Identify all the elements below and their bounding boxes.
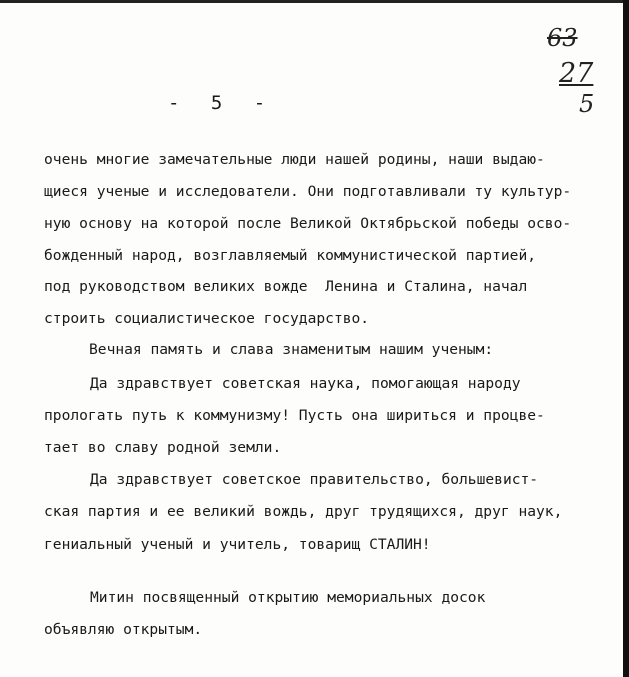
text-line: Да здравствует советская наука, помогающая народу	[90, 375, 521, 392]
text-line: под руководством великих вожде Ленина и Сталина, начал	[44, 278, 528, 295]
scan-edge-right	[623, 0, 629, 677]
text-line: очень многие замечательные люди нашей родины, наши выдаю-	[44, 151, 545, 168]
text-line: объявляю открытым.	[44, 621, 203, 638]
crossed-folio-number: 63	[547, 24, 578, 52]
text-line: прологать путь к коммунизму! Пусть она шириться и процве-	[44, 407, 545, 424]
text-line: Митин посвященный открытию мемориальных досок	[90, 589, 486, 606]
text-line: строить социалистическое государство.	[44, 310, 370, 327]
archive-folio-marks	[545, 22, 615, 132]
text-line: Да здравствует советское правительство, большевист-	[90, 471, 539, 488]
page-number: - 5 -	[168, 92, 276, 114]
text-line: Вечная память и слава знаменитым нашим ученым:	[89, 341, 494, 358]
text-line: ская партия и ее великий вождь, друг трудящихся, друг наук,	[44, 503, 563, 520]
folio-sub-number: 5	[579, 90, 595, 118]
text-line: тает во славу родной земли.	[44, 439, 282, 456]
folio-number: 27	[559, 58, 594, 89]
scan-edge-top	[0, 0, 629, 3]
text-line: гениальный ученый и учитель, товарищ СТАЛИН!	[44, 536, 431, 553]
text-line: божденный народ, возглавляемый коммунистической партией,	[44, 247, 537, 264]
text-line: ную основу на которой после Великой Октябрьской победы осво-	[44, 215, 572, 232]
text-line: щиеся ученые и исследователи. Они подготавливали ту культур-	[44, 183, 572, 200]
